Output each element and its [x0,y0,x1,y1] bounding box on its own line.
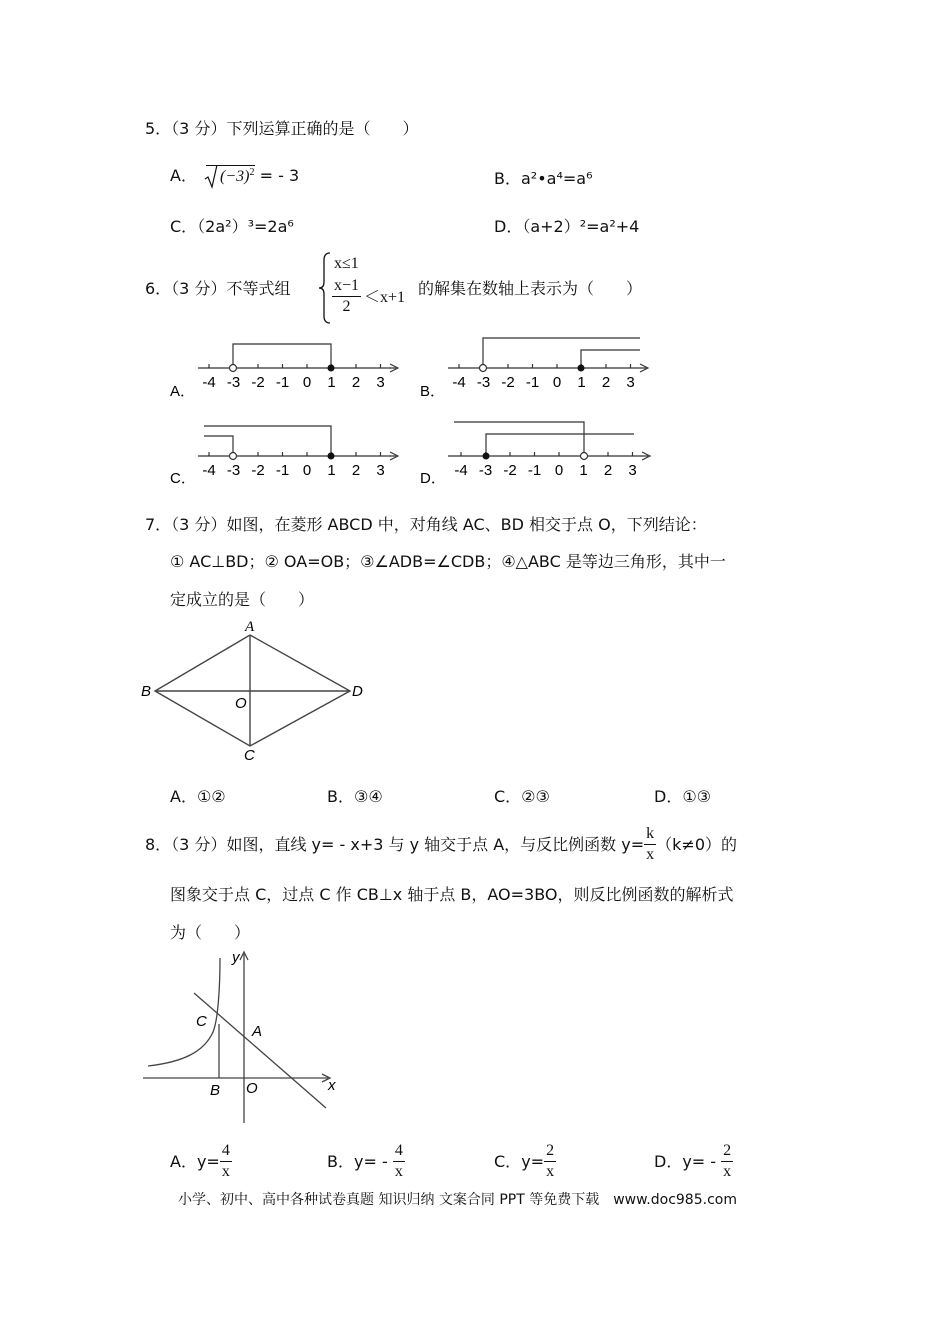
tick-label: 0 [552,374,562,391]
footer-link[interactable]: 小学、初中、高中各种试卷真题 知识归纳 文案合同 PPT 等免费下载 www.doc985.com [178,1192,737,1208]
q8-option-a-den: x [221,1163,230,1180]
tick-label: 3 [376,462,385,479]
q8-line1-pre: 8．（3 分）如图，直线 y= ‐ x+3 与 y 轴交于点 A，与反比例函数 y= [145,834,645,854]
q8-option-b-fraction [393,1143,405,1180]
tick-label: 3 [628,462,637,479]
tick-label: -2 [251,462,265,479]
q5-stem: 5．（3 分）下列运算正确的是（ ） [145,119,419,138]
q5-option-c: C．（2a²）³=2a⁶ [170,217,294,236]
system-fraction [332,278,361,315]
q7-option-c: C．②③ [494,787,550,806]
inequality-system [318,252,418,324]
q8-k-num: k [644,826,656,845]
q8-option-b-pre: y= ‐ [353,1151,393,1171]
q8-option-d-den: x [723,1163,732,1180]
q8-option-a-num: 4 [220,1143,232,1162]
tick-label: -3 [226,374,241,391]
tick-label: 0 [554,462,564,479]
q8-option-c [494,1143,556,1187]
point-c-label: C [196,1013,207,1030]
numberline-b [420,338,648,400]
q8-option-a-fraction [220,1143,232,1180]
q5-option-d: D．（a+2）²=a²+4 [494,217,640,236]
q8-option-d-pre: y= ‐ [682,1151,722,1171]
tick-label: -1 [525,374,540,391]
q6-stem-post: 的解集在数轴上表示为（ ） [418,279,643,298]
tick-label: -1 [527,462,542,479]
q7-option-b: B．③④ [327,787,383,806]
axis-x-label: x [328,1077,336,1094]
q8-option-c-pre: y= [521,1151,545,1171]
q7-line2: ① AC⊥BD；② OA=OB；③∠ADB=∠CDB；④△ABC 是等边三角形，其中一 [170,552,726,571]
q7-option-a: A．①② [170,787,226,806]
point-a-label: A [252,1023,263,1040]
numberline-a [170,344,398,400]
q8-line1-post: （k≠0）的 [656,834,737,854]
tick-label: 2 [601,374,611,391]
tick-label: 1 [327,374,336,391]
tick-label: -3 [476,374,491,391]
q8-option-d-fraction [721,1143,733,1180]
numberline-c-label: C． [170,470,196,487]
tick-label: 1 [327,462,336,479]
tick-label: 1 [577,374,586,391]
tick-label: -4 [202,374,216,391]
point-o-label: O [235,695,247,712]
q5-option-b: B．a²•a⁴=a⁶ [494,169,593,188]
brace-icon [318,252,332,324]
q8-line2: 图象交于点 C，过点 C 作 CB⊥x 轴于点 B，AO=3BO，则反比例函数的解析式 [170,885,734,904]
q8-line1 [145,826,737,866]
point-d-label: D [352,683,363,700]
q5-radicand: (−3) [220,168,250,185]
sqrt-symbol [206,165,254,186]
tick-label: -2 [501,374,515,391]
tick-label: -3 [478,462,493,479]
q8-option-c-num: 2 [544,1143,556,1162]
tick-label: 2 [351,462,361,479]
q8-option-b-label: B． [327,1151,354,1171]
numberline-d-label: D． [420,470,446,487]
point-c-label: C [244,747,255,764]
q8-option-a-pre: y= [196,1151,220,1171]
point-o-label: O [246,1080,258,1097]
tick-label: -1 [275,462,290,479]
tick-label: 2 [603,462,613,479]
q6-number-lines [160,330,680,490]
tick-label: -4 [454,462,468,479]
q8-option-d [654,1143,733,1187]
system-line1: x≤1 [334,255,359,272]
coordinate-figure [138,948,348,1128]
q8-option-d-label: D． [654,1151,683,1171]
q8-option-c-den: x [546,1163,555,1180]
q8-option-b-den: x [394,1163,403,1180]
q8-option-c-label: C． [494,1151,522,1171]
q8-option-d-num: 2 [721,1143,733,1162]
q8-k-fraction [644,826,656,863]
tick-label: 3 [626,374,635,391]
point-b-label: B [141,683,152,700]
q7-line3: 定成立的是（ ） [170,590,315,609]
tick-label: -1 [275,374,290,391]
numberline-d [420,422,650,487]
tick-label: 1 [579,462,588,479]
tick-label: 3 [376,374,385,391]
q8-option-a [170,1143,232,1187]
point-a-label: A [245,619,255,635]
q8-k-den: x [646,846,655,863]
q8-option-b [327,1143,405,1187]
system-rhs: ＜x+1 [364,289,406,306]
numberline-b-label: B． [420,383,446,400]
tick-label: -3 [226,462,241,479]
q5-option-a [170,165,299,193]
q8-line3: 为（ ） [170,923,251,942]
point-b-label: B [210,1082,221,1099]
tick-label: -4 [202,462,216,479]
q5-option-a-rest: = ‐ 3 [259,166,300,185]
rhombus-figure [138,615,378,765]
tick-label: 0 [302,374,312,391]
q7-option-d: D．①③ [654,787,712,806]
system-numerator: x−1 [332,278,361,297]
q5-option-a-label: A． [170,166,197,185]
numberline-c [170,426,398,487]
tick-label: -2 [503,462,517,479]
tick-label: 0 [302,462,312,479]
q7-line1: 7．（3 分）如图，在菱形 ABCD 中，对角线 AC、BD 相交于点 O，下列结论： [145,515,707,534]
q8-option-b-num: 4 [393,1143,405,1162]
system-denominator: 2 [342,298,351,315]
tick-label: -2 [251,374,265,391]
q8-option-c-fraction [544,1143,556,1180]
q5-exponent: 2 [249,167,255,178]
numberline-a-label: A． [170,383,196,400]
tick-label: 2 [351,374,361,391]
q8-option-a-label: A． [170,1151,197,1171]
tick-label: -4 [452,374,466,391]
axis-y-label: y [232,949,240,966]
q6-stem-pre: 6．（3 分）不等式组 [145,279,291,298]
